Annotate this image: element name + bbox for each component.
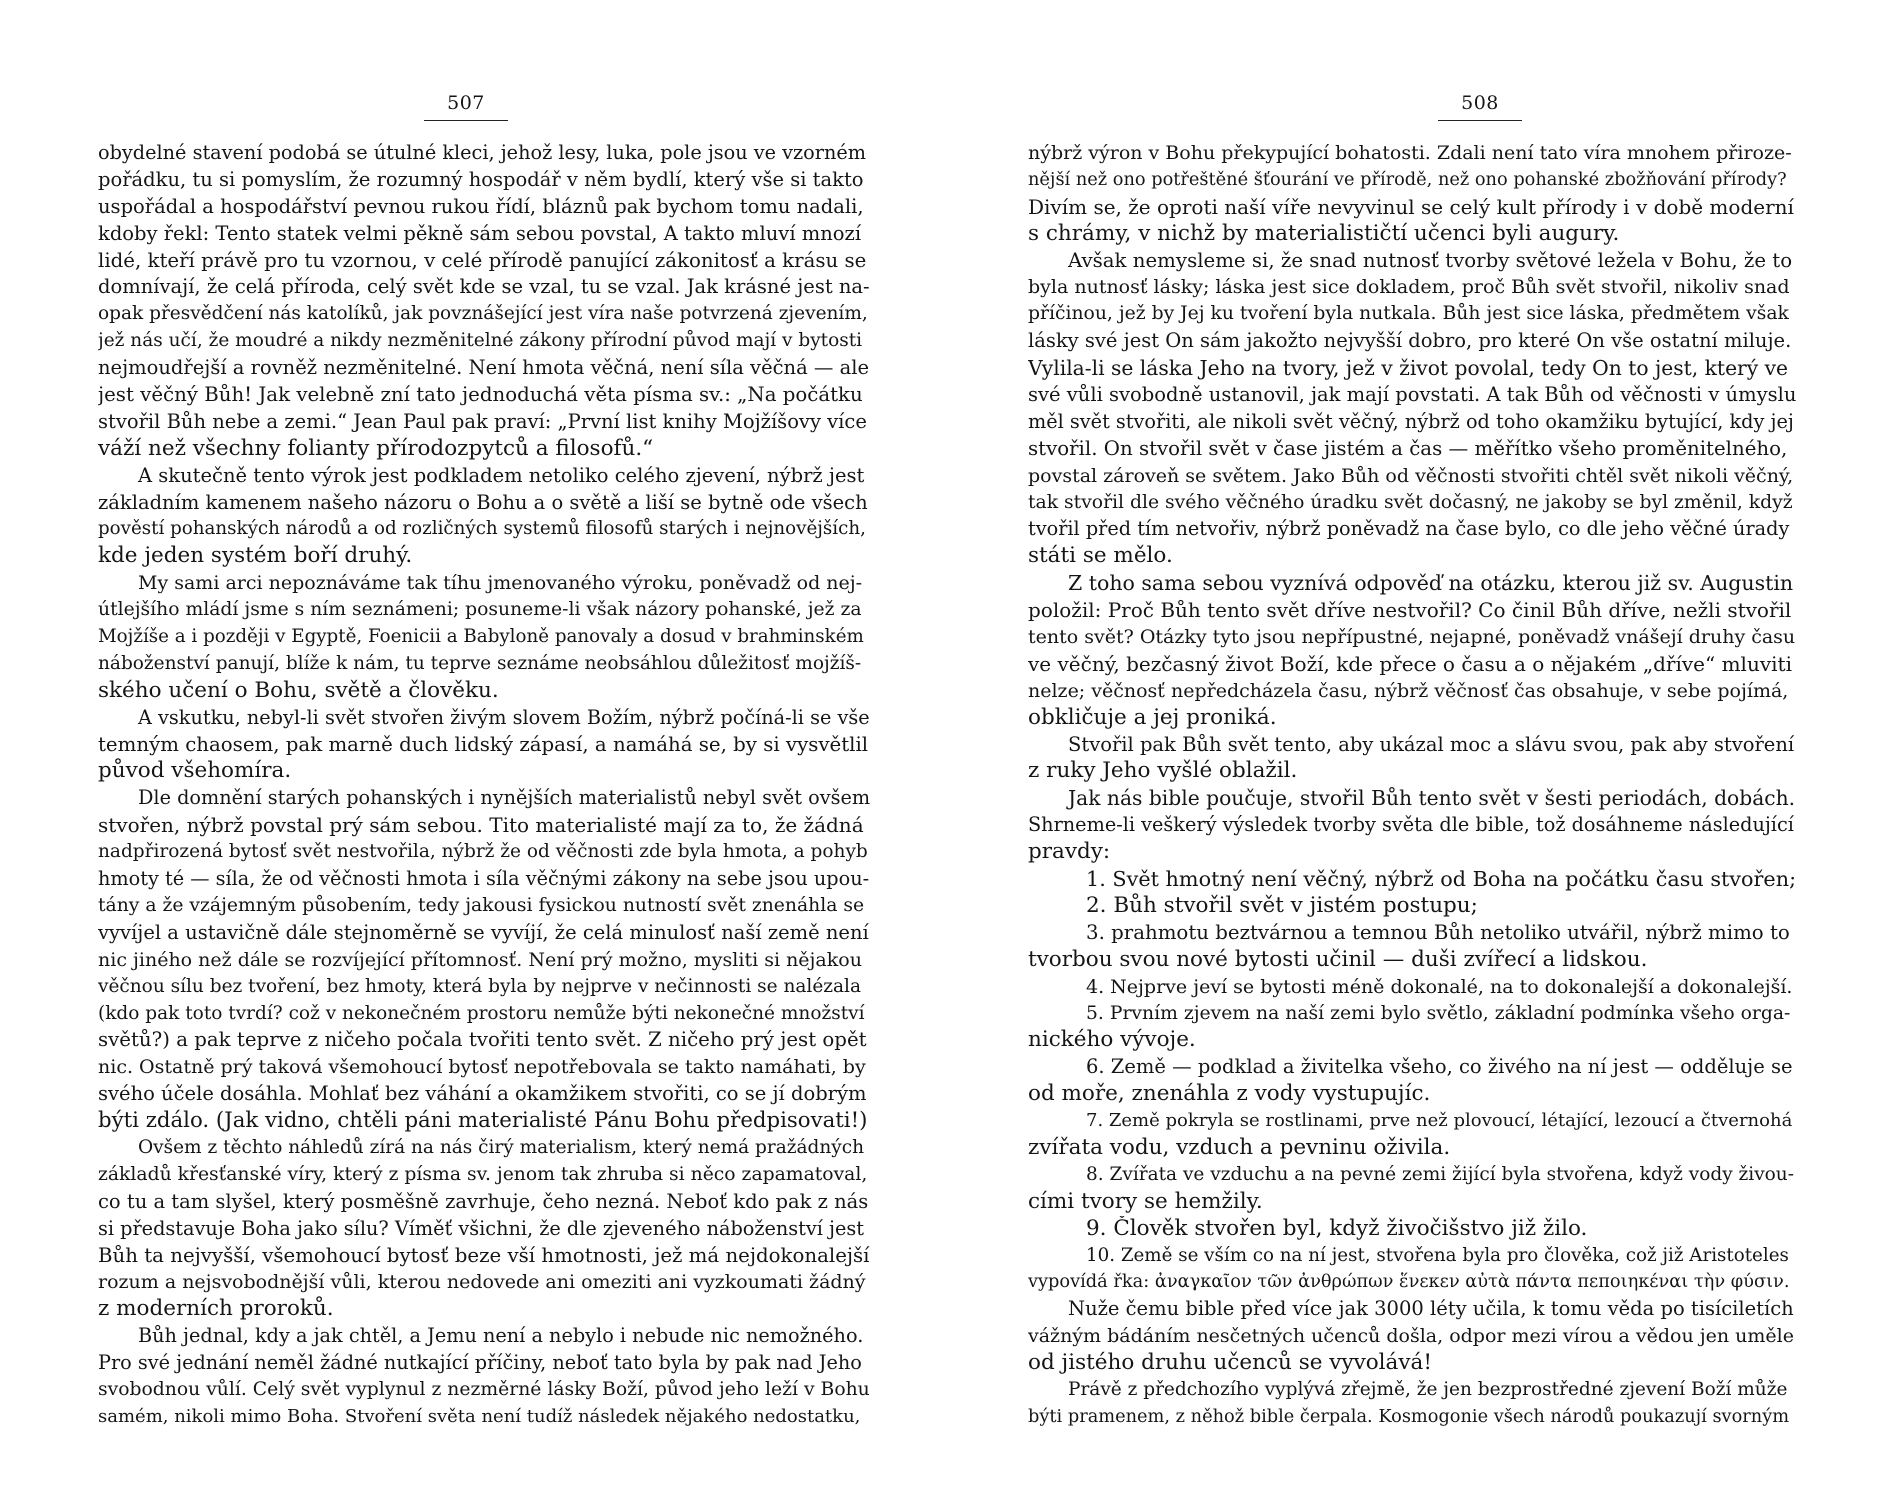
text-line: Z toho sama sebou vyznívá odpověď na otázku, kterou již sv. Augustin [1068, 571, 1794, 596]
text-line: jest věčný Bůh! Jak velebně zní tato jednoduchá věta písma sv.: „Na počátku [98, 383, 863, 407]
text-line: opak přesvědčení nás katolíků, jak povznášející jest víra naše potvrzená zjevením, [98, 303, 868, 325]
text-line: cími tvory se hemžily. [1028, 1188, 1263, 1214]
text-line: 5. Prvním zjevem na naší zemi bylo světlo, základní podmínka všeho orga- [1086, 1002, 1791, 1024]
text-line: stvořil. On stvořil svět v čase jistém a čas — měřítko všeho proměnitelného, [1028, 436, 1788, 460]
text-line: si představuje Boha jako sílu? Víměť všichni, že dle zjeveného náboženství jest [98, 1216, 865, 1240]
text-line: Avšak nemysleme si, že snad nutnosť tvorby světové ležela v Bohu, že to [1068, 248, 1793, 272]
text-line: nýbrž výron v Bohu překypující bohatosti. Zdali není tato víra mnohem přiroze- [1028, 142, 1792, 164]
text-line: pořádku, tu si pomyslím, že rozumný hospodář v něm bydlí, který vše si takto [98, 167, 864, 191]
text-line: domnívají, že celá příroda, celý svět kde se vzal, tu se vzal. Jak krásné jest na- [98, 275, 870, 299]
text-line: pověstí pohanských národů a od rozličných systemů filosofů starých i nejnovějších, [98, 518, 866, 540]
text-line: 6. Země — podklad a živitelka všeho, co živého na ní jest — odděluje se [1086, 1055, 1793, 1079]
text-line: státi se mělo. [1028, 543, 1173, 569]
text-line: obkličuje a jej proniká. [1028, 704, 1277, 730]
text-line: kdoby řekl: Tento statek velmi pěkně sám sebou povstal, A takto mluví mnozí [98, 221, 862, 245]
text-line: svého účele dosáhla. Mohlať bez váhání a okamžikem stvořiti, co se jí dobrým [98, 1082, 867, 1106]
text-line: Shrneme-li veškerý výsledek tvorby světa dle bible, tož dosáhneme následující [1028, 813, 1794, 837]
text-line: uspořádal a hospodářství pevnou rukou řídí, bláznů pak bychom tomu nadali, [98, 194, 864, 218]
text-line: základů křesťanské víry, který z písma sv. jenom tak zhruba si něco zapamatoval, [98, 1163, 868, 1185]
text-line: tvořil před tím netvořiv, nýbrž poněvadž na čase bylo, co dle jeho věčné úrady [1028, 517, 1790, 541]
text-line: položil: Proč Bůh tento svět dříve nestvořil? Co činil Bůh dříve, nežli stvořil [1028, 598, 1792, 623]
text-line: Nuže čemu bible před více jak 3000 léty učila, k tomu věda po tisíciletích [1068, 1297, 1794, 1321]
text-line: měl svět stvořiti, ale nikoli svět věčný, nýbrž od toho okamžiku bytující, kdy jej [1028, 409, 1794, 433]
text-line: s chrámy, v nichž by materialističtí učenci byli augury. [1028, 220, 1620, 246]
text-line: původ všehomíra. [98, 758, 292, 784]
text-line: lásky své jest On sám jakožto nejvyšší dobro, pro které On vše ostatní miluje. [1028, 329, 1792, 353]
text-line: vážným bádáním nesčetných učenců došla, odpor mezi vírou a vědou jen uměle [1028, 1325, 1794, 1348]
text-line: základním kamenem našeho názoru o Bohu a o světě a liší se bytně ode všech [98, 490, 868, 514]
text-line: vypovídá řka: ἀναγκαῖον τῶν ἀνθρώπων ἕνεκεν αὐτὰ πάντα πεποιηκέναι τὴν φύσιν. [1028, 1272, 1790, 1293]
text-line: od jistého druhu učenců se vyvolává! [1028, 1350, 1432, 1376]
text-line: 9. Člověk stvořen byl, když živočišstvo již žilo. [1086, 1215, 1588, 1241]
text-line: stvořen, nýbrž povstal prý sám sebou. Tito materialisté mají za to, že žádná [98, 813, 864, 838]
text-line: 1. Svět hmotný není věčný, nýbrž od Boha na počátku času stvořen; [1086, 867, 1796, 892]
text-line: temným chaosem, pak marně duch lidský zápasí, a namáhá se, by si vysvětlil [98, 732, 869, 756]
text-line: nadpřirozená bytosť svět nestvořila, nýbrž že od věčnosti zde byla hmota, a pohyb [98, 841, 868, 863]
text-line: lidé, kteří právě pro tu vzornou, v celé přírodě panující zákonitosť a krásu se [98, 248, 867, 272]
text-line: býti zdálo. (Jak vidno, chtěli páni materialisté Pánu Bohu předpisovati!) [98, 1108, 868, 1134]
text-line: Divím se, že oproti naší víře nevyvinul se celý kult přírody i v době moderní [1028, 194, 1794, 219]
text-line: tak stvořil dle svého věčného úradku svět dočasný, ne jakoby se byl změnil, když [1028, 491, 1793, 513]
text-line: 4. Nejprve jeví se bytosti méně dokonalé, na to dokonalejší a dokonalejší. [1086, 975, 1793, 998]
text-line: Mojžíše a i později v Egyptě, Foenicii a Babyloně panovaly a dosud v brahminském [98, 626, 864, 648]
text-line: Jak nás bible poučuje, stvořil Bůh tento svět v šesti periodách, dobách. [1068, 786, 1796, 811]
text-line: Ovšem z těchto náhledů zírá na nás čirý materialism, který nemá pražádných [138, 1136, 865, 1158]
text-line: nější než ono potřeštěné šťourání ve přírodě, než ono pohanské zbožňování přírody? [1028, 169, 1787, 190]
page-text [98, 140, 870, 1431]
text-line: Bůh ta nejvyšší, všemohoucí bytosť beze vší hmotnosti, jež má nejdokonalejší [98, 1243, 870, 1267]
text-line: vyvíjel a ustavičně dále stejnoměrně se vyvíjí, že celá minulosť naší země není [98, 920, 869, 944]
text-line: A vskutku, nebyl-li svět stvořen živým slovem Božím, nýbrž počíná-li se vše [138, 705, 870, 729]
text-line: rozum a nejsvobodnější vůli, kterou nedovede ani omeziti ani vyzkoumati žádný [98, 1271, 866, 1294]
text-line: ve věčný, bezčasný život Boží, kde přece o času a o nějakém „dříve“ mluviti [1028, 651, 1792, 676]
text-line: od moře, znenáhla z vody vystupujíc. [1028, 1081, 1431, 1107]
text-line: Právě z předchozího vyplývá zřejmě, že jen bezprostředné zjevení Boží může [1068, 1378, 1788, 1400]
text-line: 2. Bůh stvořil svět v jistém postupu; [1086, 892, 1478, 918]
text-line: věčnou sílu bez tvoření, bez hmoty, která byla by nejprve v nečinnosti se nalézala [98, 975, 861, 997]
page-text [1028, 140, 1796, 1431]
text-line: Vylila-li se láska Jeho na tvory, jež v život povolal, tedy On to jest, který ve [1028, 356, 1789, 381]
text-line: býti pramenem, z něhož bible čerpala. Kosmogonie všech národů poukazují svorným [1028, 1406, 1790, 1427]
text-line: nejmoudřejší a rovněž nezměnitelné. Není hmota věčná, není síla věčná — ale [98, 356, 870, 380]
text-line: světů?) a pak teprve z ničeho počala tvořiti tento svět. Z ničeho prý jest opět [98, 1028, 867, 1052]
text-line: ského učení o Bohu, světě a člověku. [98, 677, 499, 703]
text-line: stvořil Bůh nebe a zemi.“ Jean Paul pak praví: „První list knihy Mojžíšovy více [98, 409, 867, 433]
text-line: 3. prahmotu beztvárnou a temnou Bůh netoliko utvářil, nýbrž mimo to [1086, 920, 1790, 944]
text-line: Bůh jednal, kdy a jak chtěl, a Jemu není a nebylo i nebude nic nemožného. [138, 1324, 864, 1348]
text-line: náboženství panují, blíže k nám, tu teprve seznáme neobsáhlou důležitosť mojžíš- [98, 652, 862, 674]
text-line: co tu a tam slyšel, který posměšně zavrhuje, čeho nezná. Neboť kdo pak z nás [98, 1189, 869, 1213]
text-line: nic. Ostatně prý taková všemohoucí bytosť nepotřebovala se takto namáhati, by [98, 1056, 866, 1079]
text-line: jež nás učí, že moudré a nikdy nezměnitelné zákony přírodní původ mají v bytosti [98, 330, 863, 352]
text-line: Dle domnění starých pohanských i nynějších materialistů nebyl svět ovšem [138, 786, 870, 810]
text-line: příčinou, jež by Jej ku tvoření byla nutkala. Bůh jest sice láska, předmětem však [1028, 303, 1789, 325]
text-line: A skutečně tento výrok jest podkladem netoliko celého zjevení, nýbrž jest [138, 463, 865, 487]
text-line: nic jiného než dále se rozvíjející přítomnosť. Není prý možno, mysliti si nějakou [98, 948, 862, 971]
text-line: Pro své jednání neměl žádné nutkající příčiny, neboť tato byla by pak nad Jeho [98, 1351, 862, 1375]
text-line: váží než všechny folianty přírodozpytců a filosofů.“ [98, 435, 654, 461]
text-line: z ruky Jeho vyšlé oblažil. [1028, 758, 1298, 784]
text-line: pravdy: [1028, 839, 1111, 865]
text-line: útlejšího mládí jsme s ním seznámeni; posuneme-li však názory pohanské, jež za [98, 599, 862, 621]
text-line: tány a že vzájemným působením, tedy jakousi fysickou nutností svět znenáhla se [98, 894, 865, 916]
text-line: hmoty té — síla, že od věčnosti hmota i síla věčnými zákony na sebe jsou upou- [98, 867, 870, 891]
text-line: své vůli svobodně ustanovil, jak mají povstati. A tak Bůh od věčnosti v úmyslu [1028, 383, 1796, 407]
page-number: 507 [447, 92, 485, 114]
text-line: (kdo pak toto tvrdí? což v nekonečném prostoru nemůže býti nekonečné množství [98, 1002, 865, 1024]
text-line: Stvořil pak Bůh svět tento, aby ukázal moc a slávu svou, pak aby stvoření [1068, 732, 1795, 756]
page-number-rule [424, 120, 508, 121]
text-line: obydelné stavení podobá se útulné kleci, jehož lesy, luka, pole jsou ve vzorném [98, 141, 867, 164]
text-line: zvířata vodu, vzduch a pevninu oživila. [1028, 1134, 1451, 1160]
text-line: byla nutnosť lásky; láska jest sice dokladem, proč Bůh svět stvořil, nikoliv snad [1028, 276, 1790, 299]
text-line: tvorbou svou nové bytosti učinil — duši zvířecí a lidskou. [1028, 946, 1648, 972]
page-number: 508 [1461, 92, 1499, 114]
right-page [948, 0, 1896, 1500]
page-number-rule [1438, 120, 1522, 121]
text-line: 8. Zvířata ve vzduchu a na pevné zemi žijící byla stvořena, když vody živou- [1086, 1163, 1794, 1185]
text-line: tento svět? Otázky tyto jsou nepřípustné, nejapné, poněvadž vnášejí druhy času [1028, 626, 1796, 649]
text-line: nického vývoje. [1028, 1027, 1196, 1053]
text-line: povstal zároveň se světem. Jako Bůh od věčnosti stvořiti chtěl svět nikoli věčný, [1028, 464, 1794, 487]
text-line: 10. Země se vším co na ní jest, stvořena byla pro člověka, což již Aristoteles [1086, 1244, 1789, 1266]
text-line: nelze; věčnosť nepředcházela času, nýbrž věčnosť čas obsahuje, v sebe pojímá, [1028, 679, 1789, 702]
text-line: My sami arci nepoznáváme tak tíhu jmenovaného výroku, poněvadž od nej- [138, 572, 863, 595]
text-line: z moderních proroků. [98, 1296, 334, 1322]
text-line: samém, nikoli mimo Boha. Stvoření světa není tudíž následek nějakého nedostatku, [98, 1405, 861, 1427]
text-line: svobodnou vůlí. Celý svět vyplynul z nezměrné lásky Boží, původ jeho leží v Bohu [98, 1378, 870, 1400]
text-line: 7. Země pokryla se rostlinami, prve než plovoucí, létající, lezoucí a čtvernohá [1086, 1110, 1793, 1132]
text-line: kde jeden systém boří druhý. [98, 543, 413, 569]
